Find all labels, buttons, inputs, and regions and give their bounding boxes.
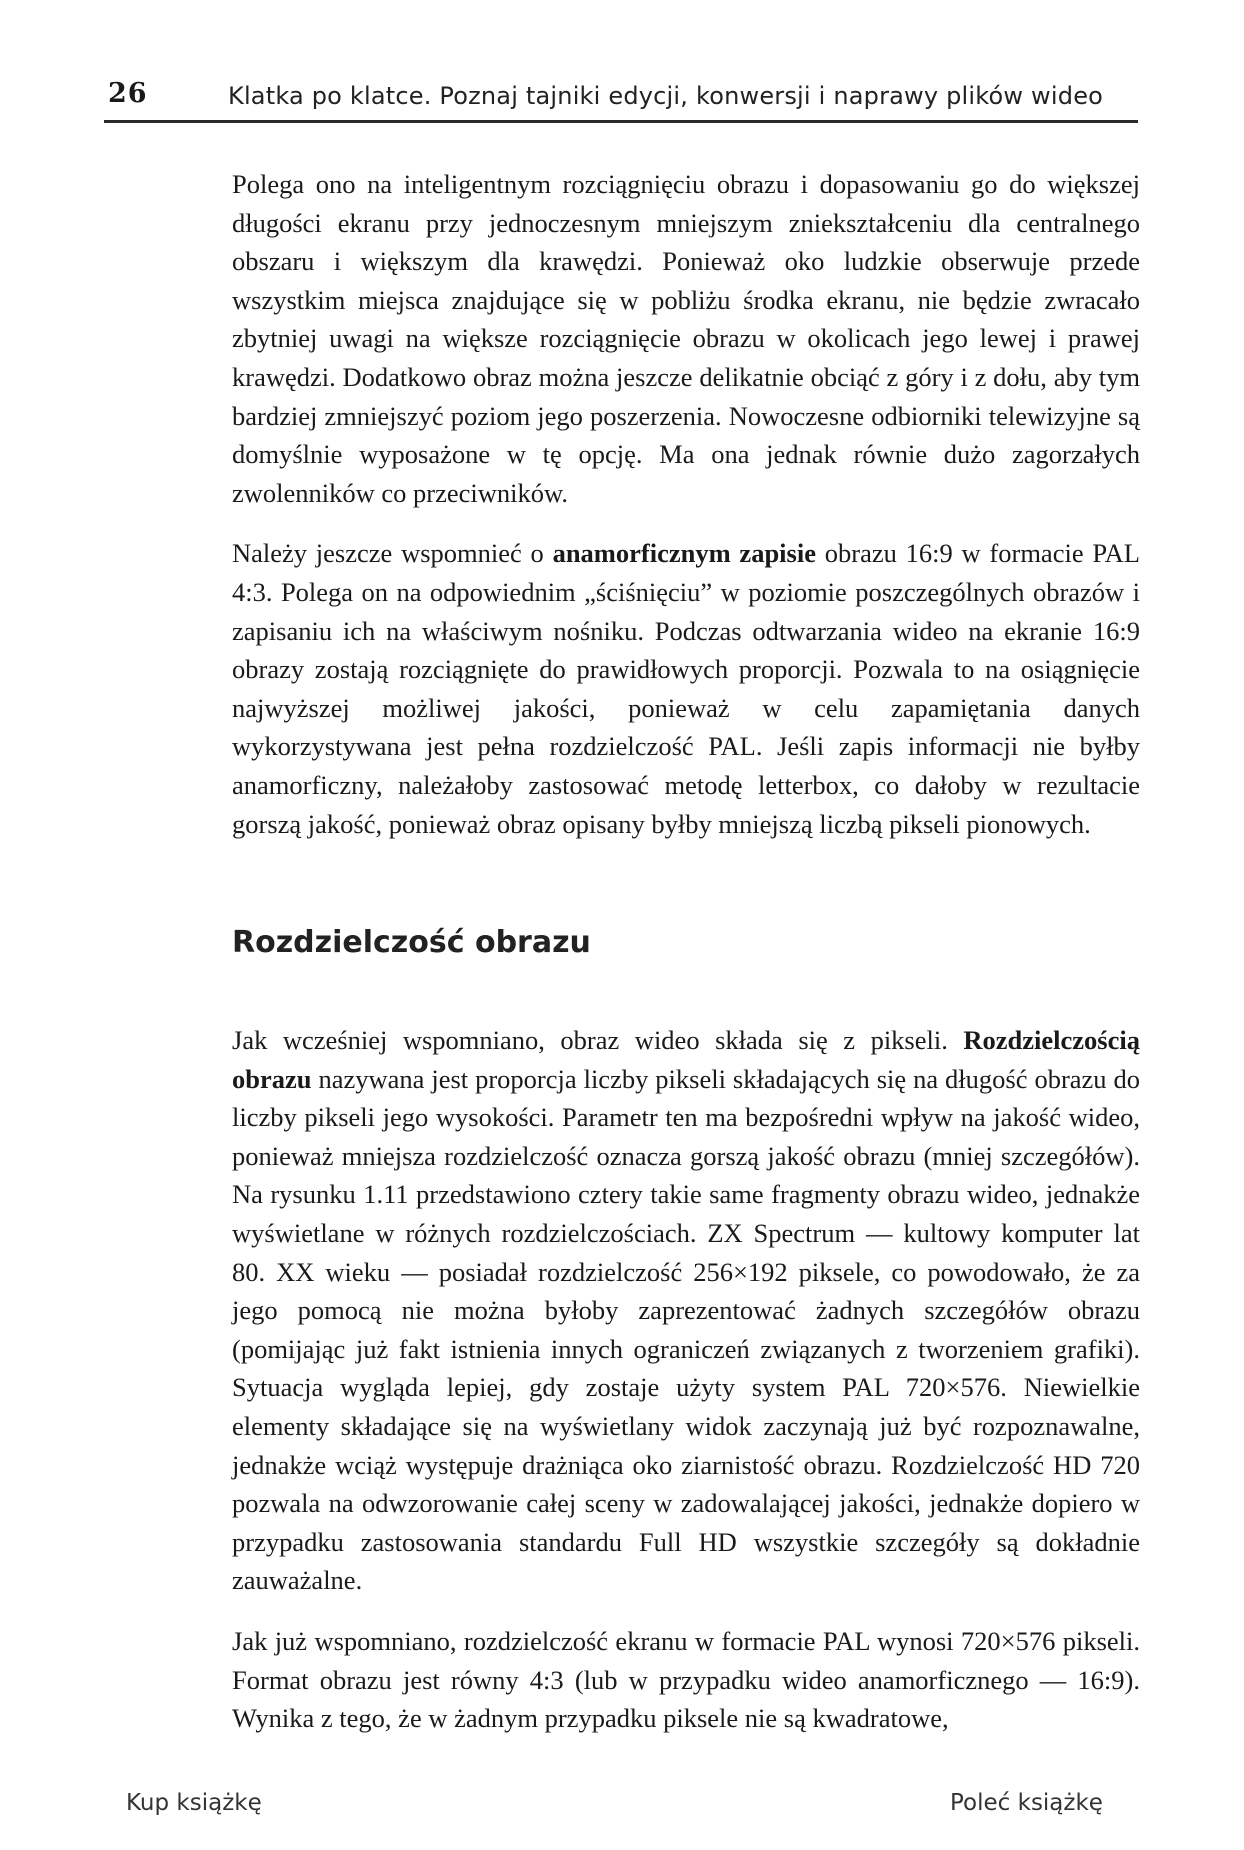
term-anamorphic-recording: anamorficznym zapisie bbox=[552, 538, 816, 569]
paragraph-2-text-start: Należy jeszcze wspomnieć o bbox=[232, 538, 553, 569]
paragraph-2 bbox=[232, 534, 1140, 843]
paragraph-3-text-end: nazywana jest proporcja liczby pikseli składających się na długość obrazu do liczby pikseli jego wysokości. Parametr ten ma bezpośredni wpływ na jakość wideo, ponieważ mniejsza rozdzielczość oznacza gorszą jakość obrazu (mniej szczegółów). Na rysunku 1.11 przedstawiono cztery takie same fragmenty obrazu wideo, jednakże wyświetlane w różnych rozdzielczościach. ZX Spectrum — kultowy komputer lat 80. XX wieku — posiadał rozdzielczość 256×192 piksele, co powodowało, że za jego pomocą nie można byłoby zaprezentować żadnych szczegółów obrazu (pomijając już fakt istnienia innych ograniczeń związanych z tworzeniem grafiki). Sytuacja wygląda lepiej, gdy zostaje użyty system PAL 720×576. Niewielkie elementy składające się na wyświetlany widok zaczynają już być rozpoznawalne, jednakże wciąż występuje drażniąca oko ziarnistość obrazu. Rozdzielczość HD 720 pozwala na odwzorowanie całej sceny w zadowalającej jakości, jednakże dopiero w przypadku zastosowania standardu Full HD wszystkie szczegóły są dokładnie zauważalne. bbox=[232, 1063, 1140, 1596]
buy-book-link[interactable]: Kup książkę bbox=[126, 1790, 262, 1816]
paragraph-3 bbox=[232, 1021, 1140, 1600]
paragraph-3-text-start: Jak wcześniej wspomniano, obraz wideo składa się z pikseli. bbox=[232, 1025, 964, 1056]
page-body bbox=[232, 165, 1140, 1738]
paragraph-2-text-end: obrazu 16:9 w formacie PAL 4:3. Polega on na odpowiednim „ściśnięciu” w poziomie poszczególnych obrazów i zapisaniu ich na właściwym nośniku. Podczas odtwarzania wideo na ekranie 16:9 obrazy zostają rozciągnięte do prawidłowych proporcji. Pozwala to na osiągnięcie najwyższej możliwej jakości, ponieważ w celu zapamiętania danych wykorzystywana jest pełna rozdzielczość PAL. Jeśli zapis informacji nie byłby anamorficzny, należałoby zastosować metodę letterbox, co dałoby w rezultacie gorszą jakość, ponieważ obraz opisany byłby mniejszą liczbą pikseli pionowych. bbox=[232, 538, 1140, 839]
running-title: Klatka po klatce. Poznaj tajniki edycji, konwersji i naprawy plików wideo bbox=[228, 82, 1104, 110]
page-number: 26 bbox=[108, 78, 148, 109]
paragraph-1: Polega ono na inteligentnym rozciągnięciu obrazu i dopasowaniu go do większej długości ekranu przy jednoczesnym mniejszym zniekształceniu dla centralnego obszaru i większym dla krawędzi. Ponieważ oko ludzkie obserwuje przede wszystkim miejsca znajdujące się w pobliżu środka ekranu, nie będzie zwracało zbytniej uwagi na większe rozciągnięcie obrazu w okolicach jego lewej i prawej krawędzi. Dodatkowo obraz można jeszcze delikatnie obciąć z góry i z dołu, aby tym bardziej zmniejszyć poziom jego poszerzenia. Nowoczesne odbiorniki telewizyjne są domyślnie wyposażone w tę opcję. Ma ona jednak równie dużo zagorzałych zwolenników co przeciwników. bbox=[232, 169, 1140, 508]
section-heading: Rozdzielczość obrazu bbox=[232, 925, 591, 961]
running-header bbox=[104, 72, 1138, 123]
paragraph-4: Jak już wspomniano, rozdzielczość ekranu w formacie PAL wynosi 720×576 pikseli. Format obrazu jest równy 4:3 (lub w przypadku wideo anamorficznego — 16:9). Wynika z tego, że w żadnym przypadku piksele nie są kwadratowe, bbox=[232, 1626, 1140, 1734]
recommend-book-link[interactable]: Poleć książkę bbox=[950, 1790, 1103, 1816]
term-image-resolution: Rozdzielczością obrazu bbox=[232, 1025, 1140, 1094]
